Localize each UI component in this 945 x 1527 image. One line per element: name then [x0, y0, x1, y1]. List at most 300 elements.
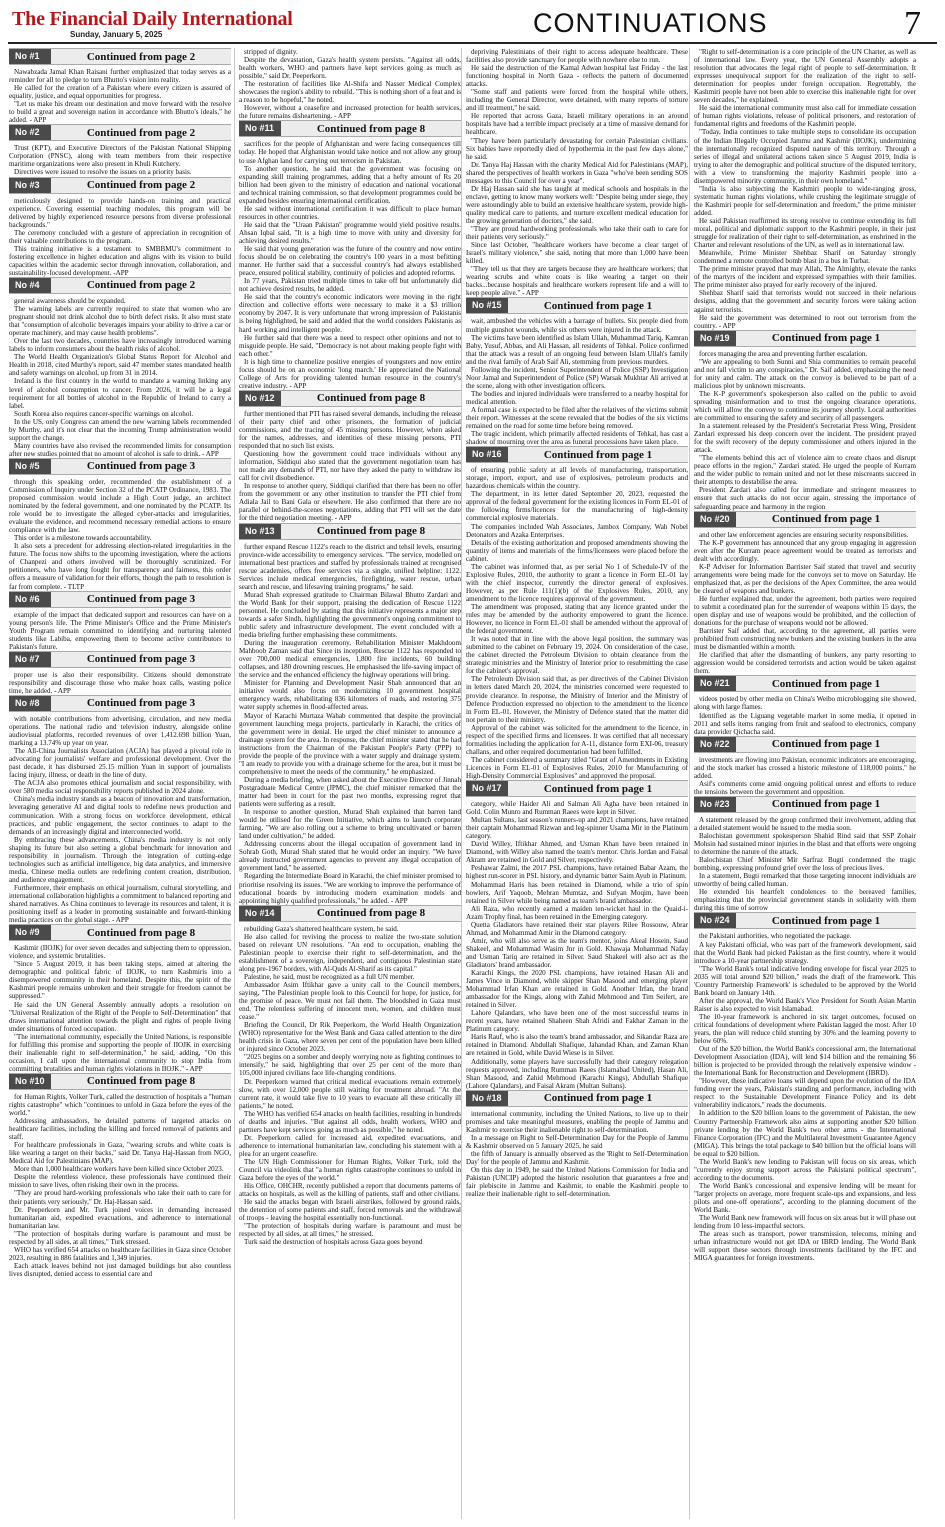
- paragraph: videos posted by other media on China's Weibo microblogging site showed, along with large flames.: [694, 695, 916, 712]
- continuation-article: [466, 297, 688, 446]
- paragraph: He said that young generation was the future of the country and now entire focus should be on celebrating the country's 100 years in a most befitting manner. He further said that a successful country's had always established peace, ensured political stability, continuity of policies and adopted reforms.: [239, 245, 461, 278]
- paragraph: Out of the $20 billion, the World Bank's concessional arm, the International Development Association (IDA), will lend $14 billion and the remaining $6 billion is projected to be provided through the relatively expensive window - the International Bank for Reconstruction and Development (IBRD).: [694, 1045, 916, 1078]
- paragraph: He said the international community must also call for immediate cessation of human rights violations, release of political prisoners, and restoration of fundamental rights and freedoms of the Kashmiri people.: [694, 104, 916, 129]
- column-4: [694, 48, 916, 1521]
- paragraph: of ensuring public safety at all levels of manufacturing, transportation, storage, import, export, and use of explosives, petroleum products and hazardous chemicals within the country.: [466, 466, 688, 491]
- paragraph: In a statement released by the President's Secretariat Press Wing, President Zardari expressed his deep concern over the incident. The president prayed for the swift recovery of the deputy commissioner and others injured in the attack.: [694, 422, 916, 455]
- continued-from-label: Continued from page 8: [316, 392, 426, 405]
- continued-from-label: Continued from page 3: [86, 593, 196, 606]
- article-body: [9, 1093, 231, 1278]
- paragraph: Nawabzada Jamal Khan Raisani further emphasized that today serves as a reminder for all to pledge to turn Bhutto's vision into reality.: [9, 68, 231, 85]
- column-divider: [461, 48, 462, 1519]
- continuation-article: [9, 277, 231, 458]
- paragraph: Mayor of Karachi Murtaza Wahab commented that despite the provincial government launching mega projects, particularly in Karachi, the critics of the government were in denial. He urged the chief minister to announce a drainage system for the area. In response, the chief minister stated that he had instructions from the Chairman of the Pakistan People's Party (PPP) to provide the people of the province with a water supply and drainage system. "I am ready to provide you with a drainage scheme for the area, but it must be comprehensive to meet the needs of the community," he emphasized.: [239, 711, 461, 776]
- article-number-badge: No #9: [9, 925, 51, 940]
- paragraph: The ceremony concluded with a gesture of appreciation in recognition of their valuable contributions to the program.: [9, 228, 231, 245]
- article-number-badge: No #13: [239, 524, 281, 539]
- paragraph: It is high time to channelize positive energies of youngsters and now entire focus should be on an economic 'long march.' He appreciated the National College of Arts for providing talented human resource in the country's creative industry. - APP: [239, 357, 461, 390]
- continued-from-label: Continued from page 1: [771, 914, 881, 927]
- paragraph: Despite the relentless violence, these professionals have continued their mission to save lives, often risking their own in the process.: [9, 1173, 231, 1190]
- article-number-badge: No #24: [694, 913, 736, 928]
- article-body: [9, 944, 231, 1073]
- article-number-badge: No #5: [9, 459, 51, 474]
- continued-from-label: Continued from page 3: [86, 460, 196, 473]
- paragraph: Despite the devastation, Gaza's health system persists. "Against all odds, health workers, WHO and partners have kept services going as much as possible," said Dr. Peeperkorn.: [239, 56, 461, 81]
- article-body: [9, 611, 231, 651]
- paragraph: His Office, OHCHR, recently published a report that documents patterns of attacks on hospitals, as well as the killing of patients, staff and other civilians.: [239, 1182, 461, 1199]
- continuation-header: [9, 177, 231, 194]
- paragraph: Dr. Peeperkorn warned that critical medical evacuations remain extremely slow, with over 12,000 people still waiting for treatment abroad. "At the current rate, it would take five to 10 years to evacuate all these critically ill patients," he noted.: [239, 1077, 461, 1110]
- paragraph: Approval of the cabinet was solicited for the amendment to the licence, in respect of the specified firms and licensees. It was certified that all necessary formalities including the application for A-11, distance form EXI-06, treasury challans, and other required documentation had been fulfilled.: [466, 723, 688, 756]
- paragraph: This order is a milestone towards accountability.: [14, 534, 152, 543]
- paragraph: The WHO has verified 654 attacks on health facilities, resulting in hundreds of deaths and injuries. "But against all odds, health workers, WHO and partners have kept services going as much as possible," he noted.: [239, 1109, 461, 1134]
- paragraph: Turk said the destruction of hospitals across Gaza goes beyond: [244, 1238, 423, 1247]
- continuation-article: [694, 736, 916, 796]
- paragraph: In response to another question, Murad Shah explained that barren land would be utilised for the Green Initiative, which aims to launch corporate farming. "We are also rolling out a scheme to bring uncultivated or barren land under cultivation," he added.: [239, 808, 461, 841]
- continued-from-label: Continued from page 2: [86, 126, 196, 139]
- continuation-header: [466, 446, 688, 463]
- paragraph: The amendment was proposed, stating that any licence granted under the rules may be amended by the authority empowered to grant the licence. However, no licence in Form EL-01 shall be amended without the approval of the federal government.: [466, 603, 688, 636]
- paragraph: Multan Sultans, last season's runners-up and 2021 champions, have retained their captain Mohammad Rizwan and leg-spinner Usama Mir in the Platinum category.: [466, 816, 688, 841]
- paragraph: "India is also subjecting the Kashmiri people to wide-ranging gross, systematic human rights violations, while crushing the legitimate struggle of the Kashmiri people for self-determination and freedom," the prime minister added.: [694, 184, 916, 217]
- paragraph: WHO has verified 654 attacks on healthcare facilities in Gaza since October 2023, resulting in 886 fatalities and 1,349 injuries.: [9, 1245, 231, 1262]
- continuation-header: [9, 651, 231, 668]
- continuation-header: [694, 736, 916, 753]
- paragraph: South Korea also requires cancer-specific warnings on alcohol.: [14, 409, 194, 418]
- article-body: [694, 531, 916, 676]
- continued-from-label: Continued from page 3: [86, 653, 196, 666]
- paragraph: "However, these indicative loans will depend upon the evolution of the IDA funding over the years, Pakistan's standing and performance, including with respect to the Sustainable Development Finance Policy and its debt vulnerability indicators," reads the documents.: [694, 1077, 916, 1110]
- paragraph: Murad Shah expressed gratitude to Chairman Bilawal Bhutto Zardari and the World Bank for their support, praising the dedication of Rescue 1122 personnel. He concluded by stating that this initiative represents a major step towards a safer Sindh, highlighting the government's ongoing commitment to public safety and infrastructure development. The event concluded with a media briefing further emphasising these commitments.: [239, 590, 461, 640]
- paragraph: through this speaking order, recommended the establishment of a Commission of Inquiry under Section 32 of the PCATP Ordinance, 1983. The proposed commission would include a High Court judge, an architect nominated by the federal government, and one nominated by the PCATP. Its role would be to investigate the alleged cyber-attacks and irregularities, evaluate the evidence, and recommend necessary remedial actions to ensure compliance with the law.: [9, 477, 231, 535]
- paragraph: Identified as the Liguang vegetable market in some media, it opened in 2011 and sells items ranging from fruit and seafood to electronics, company data provider Qichacha said.: [694, 711, 916, 736]
- continued-from-label: Continued from page 1: [771, 798, 881, 811]
- paragraph: Dr Haj Hassan said she has taught at medical schools and hospitals in the enclave, getting to know many workers well: "Despite being under siege, they were astoundingly able to build an extensive healthcare system, provide high-quality medical care to patients, and nurture excellent medical education for the growing generation of doctors," she said.: [466, 184, 688, 225]
- article-number-badge: No #2: [9, 125, 51, 140]
- article-number-badge: No #20: [694, 512, 736, 527]
- article-number-badge: No #18: [466, 1091, 508, 1106]
- paragraph: further expand Rescue 1122's reach to the district and tehsil levels, ensuring province-wide accessibility to emergency services. "The service, modelled on international best practices and staffed by professionals trained at recognised rescue academies, offers free services via a single, unified helpline: 1122. Services include medical emergencies, firefighting, water rescue, urban search and rescue, and lifesaving training programs," he said.: [239, 542, 461, 591]
- article-number-badge: No #4: [9, 278, 51, 293]
- article-body: [239, 543, 461, 905]
- article-body: [466, 466, 688, 780]
- paragraph: He clarified that after the dismantling of bunkers, any party resorting to aggression would be considered terrorists and action would be taken against them.: [694, 651, 916, 676]
- article-number-badge: No #3: [9, 178, 51, 193]
- paragraph: "Right to self-determination is a core principle of the UN Charter, as well as of international law. Every year, the UN General Assembly adopts a resolution that advocates the legal right of people to self-determination. It expresses unequivocal support for the realization of the right to self-determination for peoples under foreign occupation. Regrettably, the Kashmiri people have not been able to exercise this inalienable right for over seven decades," he explained.: [694, 48, 916, 105]
- paragraph: Karachi Kings, the 2020 PSL champions, have retained Hasan Ali and James Vince in Diamond, while skipper Shan Masood and emerging player Mohammad Irfan Khan are retained in Gold. Another Irfan, the brand ambassador for the Kings, along with Zahid Mehmood and Tim Seifert, are retained in Silver.: [466, 969, 688, 1010]
- paragraph: "They tell us that they are targets because they are healthcare workers; that wearing scrubs and white coats is like wearing a target on their backs...because hospitals and healthcare workers represent life and a will to keep people alive." - APP: [466, 265, 688, 298]
- continuation-article: [239, 120, 461, 389]
- paragraph: He called for the creation of a Pakistan where every citizen is assured of equality, justice, and equal opportunities for progress.: [9, 84, 231, 101]
- paragraph: Regarding the Intermediate Board in Karachi, the chief minister promised to prioritise resolving its issues. "We are working to improve the performance of educational boards by introducing modern examination models and appointing highly qualified professionals," he added. - APP: [239, 872, 461, 905]
- section-title: CONTINUATIONS: [533, 8, 768, 38]
- paragraph: example of the impact that dedicated support and resources can have on a young person's life. The Prime Minister's Office and the Prime Minister's Youth Program remain committed to identifying and nurturing talented students like Labiba, empowering them to become active contributors to Pakistan's future.: [9, 610, 231, 651]
- paragraph: In the US, only Congress can amend the new warning labels recommended by Murthy, and it's not clear that the incoming Trump administration would support the change.: [9, 417, 231, 442]
- paragraph: Details of the existing authorization and proposed amendments showing the quantity of items and materials of the firms/licensees were placed before the cabinet.: [466, 538, 688, 563]
- continuation-article: [9, 177, 231, 277]
- paragraph: K-P Adviser for Information Barrister Saif stated that travel and security arrangements were being made for the convoys set to move on Saturday. He emphasized that, as per the decisions of the Apex Committee, the area would be cleared of weapons and bunkers.: [694, 562, 916, 595]
- paragraph: "Let us make his dream our destination and move forward with the resolve to build a great and sovereign nation in accordance with Bhutto's ideals," he added. - APP: [9, 100, 231, 125]
- paragraph: He said the destruction of the Kamal Adwan hospital last Friday - the last functioning hospital in North Gaza - reflects the pattern of documented attacks.: [466, 64, 688, 89]
- continuation-article: [9, 458, 231, 591]
- paragraph: Dr. Tanya Haj Hassan with the charity Medical Aid for Palestinians (MAP), shared the perspectives of health workers in Gaza "who've been sending SOS messages to this Council for over a year".: [466, 160, 688, 185]
- paragraph: Ireland is the first country in the world to mandate a warning linking any level of alcohol consumption to cancer. From 2026, it will be a legal requirement for all bottles of alcohol in the Republic of Ireland to carry a label.: [9, 377, 231, 410]
- paragraph: The All-China Journalists Association (ACJA) has played a pivotal role in advocating for journalists' welfare and professional development. Over the past decade, it has disbursed 25.15 million Yuan in support of journalists facing injury, illness, or death in the line of duty.: [9, 747, 231, 780]
- paragraph: The 10-year framework is anchored in six target outcomes, focused on critical foundations of development where Pakistan lagged the most. After 10 years, the plan will reduce child stunting by 30% and the learning poverty to below 60%.: [694, 1012, 916, 1046]
- article-number-badge: No #6: [9, 592, 51, 607]
- continuation-article: [466, 446, 688, 780]
- paragraph: international community, including the United Nations, to live up to their promises and take meaningful measures, enabling the people of Jammu and Kashmir to exercise their inalienable right to self-determination.: [466, 1109, 688, 1134]
- article-number-badge: No #17: [466, 781, 508, 796]
- paragraph: In addition to the $20 billion loans to the government of Pakistan, the new Country Partnership Framework also aims at supporting another $20 billion private lending by the World Bank's two other arms - the International Finance Corporation (IFC) and the Multilateral Investment Guarantee Agency (MIGA). This brings the total package to $40 billion but the official loans will be equal to $20 billion.: [694, 1109, 916, 1158]
- article-body: [9, 478, 231, 591]
- paragraph: Many countries have also revised the recommended limits for consumption after new studies pointed that no amount of alcohol is safe to drink. - APP: [9, 441, 231, 458]
- continuation-header: [9, 124, 231, 141]
- paragraph: A key Pakistani official, who was part of the framework development, said that the World Bank had picked Pakistan as the first country, where it would introduce a 10-year partnership strategy.: [694, 940, 916, 965]
- paragraph: A statement released by the group confirmed their involvement, adding that a detailed statement would be issued to the media soon.: [694, 815, 916, 832]
- paragraph: Peshawar Zalmi, the 2017 PSL champions, have retained Babar Azam, the highest run-scorer in PSL history, and dynamic batter Saim Ayub in Platinum.: [466, 864, 688, 881]
- paragraph: He said Pakistan reaffirmed its strong resolve to continue extending its full moral, political and diplomatic support to the Kashmiri people, in their just struggle for realization of their right to self-determination, as enshrined in the Charter and relevant resolutions of the UN, as well as in international law.: [694, 216, 916, 250]
- newspaper-title: The Financial Daily International: [12, 8, 293, 30]
- continuation-header: [239, 120, 461, 137]
- continuation-article: [466, 1090, 688, 1199]
- paragraph: In a statement, Bugti remarked that those targeting innocent individuals are unworthy of being called human.: [694, 872, 916, 889]
- paragraph: He reported that across Gaza, Israeli military operations in an around hospitals have had a terrible impact precisely at a time of massive demand for healthcare.: [466, 112, 688, 137]
- continued-from-label: Continued from page 8: [316, 525, 426, 538]
- continued-from-label: Continued from page 1: [771, 332, 881, 345]
- article-body: [239, 410, 461, 523]
- paragraph: Haris Rauf, who is also the team's brand ambassador, and Sikandar Raza are retained in Diamond. Abdullah Shafique, Jahandad Khan, and Zaman Khan are retained in Gold, while David Wiese is in Silver.: [466, 1033, 688, 1058]
- continuation-header: [466, 1090, 688, 1107]
- continuation-header: [9, 924, 231, 941]
- paragraph: The World Bank's concessional and expensive lending will be meant for "larger projects on average, more frequent scale-ups and expansions, and less pilots and one-off operations", according to the planning document of the World Bank.: [694, 1181, 916, 1215]
- article-body: [694, 932, 916, 1262]
- paragraph: The cabinet was informed that, as per serial No 1 of Schedule-IV of the Explosive Rules, 2010, the authority to grant a licence in Form EL-01 lay with the chief inspector, currently the director general of explosives. However, as per Rule 111(1)(b) of the Explosives Rules, 2010, any amendment to the licence requires approval of the government.: [466, 562, 688, 603]
- article-body: [9, 144, 231, 176]
- continuation-article: [694, 511, 916, 676]
- paragraph: It was noted that in line with the above legal position, the summary was submitted to the cabinet on February 19, 2024. On consideration of the case, the cabinet directed the Petroleum Division to obtain clearance from the strategic ministries and the Ministry of Interior prior to resubmitting the case for the cabinet's approval.: [466, 635, 688, 676]
- paragraph: depriving Palestinians of their right to access adequate healthcare. These facilities also provide sanctuary for people with nowhere else to run.: [466, 48, 688, 65]
- paragraph: The warning labels are currently required to state that women who are pregnant should not drink alcohol due to birth defect risks. It also must state that "consumption of alcoholic beverages impairs your ability to drive a car or operate machinery, and may cause health problems".: [9, 305, 231, 338]
- continued-from-label: Continued from page 2: [86, 279, 196, 292]
- column-1: [9, 48, 231, 1521]
- continuation-header: [694, 511, 916, 528]
- article-body: [9, 671, 231, 695]
- continuation-article: [694, 675, 916, 735]
- article-body: [694, 48, 916, 330]
- paragraph: However, without a ceasefire and increased protection for health services, the future remains disheartening. - APP: [239, 104, 461, 121]
- continued-from-label: Continued from page 1: [543, 1092, 653, 1105]
- article-body: [9, 68, 231, 124]
- article-number-badge: No #22: [694, 737, 736, 752]
- article-number-badge: No #15: [466, 298, 508, 313]
- continuation-header: [239, 390, 461, 407]
- article-body: [694, 816, 916, 913]
- paragraph: "2025 begins on a somber and deeply worrying note as fighting continues to intensify," he said, highlighting that over 25 per cent of the more than 105,000 injured civilians face life-changing conditions.: [239, 1053, 461, 1078]
- paragraph: A formal case is expected to be filed after the relatives of the victims submit their report. Witnesses at the scene revealed that the bodies of the six victims remained on the road for some time before being removed.: [466, 405, 688, 431]
- masthead: [8, 6, 937, 44]
- continuation-article: [9, 1073, 231, 1278]
- continuation-header: [9, 458, 231, 475]
- paragraph: Over the last two decades, countries have increasingly introduced warning labels to inform consumers about the health risks of alcohol.: [9, 337, 231, 354]
- continuation-header: [694, 675, 916, 692]
- article-number-badge: No #11: [239, 121, 281, 136]
- paragraph: President Zardari also called for immediate and stringent measures to ensure that such attacks do not occur again, stressing the importance of safeguarding peace and harmony in the region: [694, 486, 916, 511]
- continuation-header: [694, 912, 916, 929]
- paragraph: Directives were issued to resolve the issues on a priority basis.: [14, 168, 192, 177]
- continuation-article: [694, 796, 916, 913]
- continuation-header: [466, 780, 688, 797]
- paragraph: "Today, India continues to take multiple steps to consolidate its occupation of the Indian Illegally Occupied Jammu and Kashmir (IIOJK), undermining the internationally recognized disputed nature of this territory. Through a series of illegal and unilateral actions taken since 5 August 2019, India is trying to alter the demographic and political structure of the disputed territory, with a view to transforming the majority Kashmiri people into a disempowered minority community, in their own homeland.": [694, 128, 916, 185]
- paragraph: The bodies and injured individuals were transferred to a nearby hospital for medical attention.: [466, 389, 688, 406]
- continuation-header: [239, 905, 461, 922]
- continuation-article: [239, 48, 461, 120]
- paragraph: It also sets a precedent for addressing election-related irregularities in the future. The focus now shifts to the upcoming investigation, where the actions of Chanpezi and others involved will be thoroughly scrutinized. For petitioners, who have long fought for transparency and fairness, this order offers a measure of validation for their efforts, though the path to resolution is far from complete. - TLTP: [9, 542, 231, 591]
- paragraph: The World Bank new framework will focus on six areas but it will phase out lending from 10 less-impactful sectors.: [694, 1214, 916, 1231]
- paragraph: The tragic incident, which primarily affected residents of Tehkal, has cast a shadow of mourning over the area as funeral processions have taken place.: [466, 430, 688, 447]
- paragraph: "The international community, especially the United Nations, is responsible for fulfilling this promise and supporting the people of IIOJK in exercising their inalienable right to self-determination," he said, adding, "On this occasion, I call upon the international community to stop India from committing brutalities and human rights violations in IIOJK." - APP: [9, 1032, 231, 1073]
- paragraph: Shehbaz Sharif said that terrorists would not succeed in their nefarious designs, adding that the government and security forces were taking action against terrorists.: [694, 289, 916, 314]
- continued-from-label: Continued from page 8: [86, 926, 196, 939]
- paragraph: stripped of dignity.: [244, 48, 298, 56]
- paragraph: "Some staff and patients were forced from the hospital while others, including the General Director, were detained, with many reports of torture and ill treatment," he said.: [466, 88, 688, 113]
- paragraph: The World Health Organization's Global Status Report for Alcohol and Health in 2018, cited Murthy's report, said 47 member states mandated health and safety warnings on alcohol, up from 31 in 2014.: [9, 353, 231, 378]
- article-body: [9, 297, 231, 458]
- paragraph: The prime minister prayed that may Allah, The Almighty, elevate the ranks of the martyrs of the incident and expressed sympathies with their families. The prime minister also prayed for early recovery of the injured.: [694, 265, 916, 290]
- paragraph: Questioning how the government could trace individuals without any information, Siddiqui also stated that the government negotiation team has not made any demands of PTI, nor have they asked the party to withdraw its call for civil disobedience.: [239, 450, 461, 483]
- article-body: [694, 756, 916, 796]
- paragraph: Dr. Peeperkorn and Mr. Turk joined voices in demanding increased humanitarian aid, expedited evacuations, and adherence to international humanitarian law.: [9, 1205, 231, 1230]
- paragraph: Following the incident, Senior Superintendent of Police (SSP) Investigation Noor Jamal and Superintendent of Police (SP) Warsak Mukhtar Ali arrived at the scene, along with other investigation officers.: [466, 365, 688, 390]
- paragraph: Lahore Qalandars, who have been one of the most successful teams in recent years, have retained Shaheen Shah Afridi and Fakhar Zaman in the Platinum category.: [466, 1009, 688, 1034]
- continuation-header: [9, 48, 231, 65]
- paragraph: Asif's comments come amid ongoing political unrest and efforts to reduce the tensions between the government and opposition.: [694, 779, 916, 796]
- continuation-article: [694, 330, 916, 511]
- continued-from-label: Continued from page 3: [86, 697, 196, 710]
- paragraph: "We are appealing to both Sunni and Shia communities to remain peaceful and not fall victim to any conspiracies," Dr. Saif added, emphasizing the need for unity and calm. The attack on the convoy is believed to be part of a malicious plot by unknown miscreants.: [694, 357, 916, 390]
- paragraph: He said that the country's economic indicators were moving in the right direction and collective efforts were necessary to make it a $3 trillion economy by 2047. It is very unfortunate that wrong impression of Pakistanis is being highlighted, he said and added that the world considers Pakistanis as hard working and intelligent people.: [239, 293, 461, 334]
- article-number-badge: No #19: [694, 331, 736, 346]
- paragraph: The cabinet considered a summary titled "Grant of Amendments in Existing Licences in Form EL-01 of Explosives Rules, 2010 for Manufacturing of High-Density Commercial Explosives" and approved the proposal.: [466, 755, 688, 780]
- article-number-badge: No #7: [9, 652, 51, 667]
- continuation-article: [9, 591, 231, 651]
- article-number-badge: No #16: [466, 447, 508, 462]
- paragraph: During a media briefing, when asked about the Executive Director of Jinnah Postgraduate Medical Centre (JPMC), the chief minister remarked that the matter had been in court for the past two months, expressing regret that patients were suffering as a result.: [239, 775, 461, 809]
- article-body: [694, 695, 916, 735]
- article-number-badge: No #14: [239, 906, 281, 921]
- continuation-header: [9, 591, 231, 608]
- paragraph: Meanwhile, Prime Minister Shehbaz Sharif on Saturday strongly condemned a remote controlled bomb blast in a bus in Turbat.: [694, 249, 916, 266]
- article-body: [239, 925, 461, 1247]
- paragraph: Quetta Gladiators have retained their star players Rilee Rossouw, Abrar Ahmad, and Mohammad Amir in the Diamond category.: [466, 920, 688, 937]
- paragraph: meticulously designed to provide hands-on training and practical experience. Covering essential teaching modules, this program will be delivered by highly experienced resource persons from diverse professional backgrounds.": [9, 196, 231, 229]
- paragraph: Since last October, "healthcare workers have become a clear target of Israel's military violence," she said, noting that more than 1,000 have been killed.: [466, 241, 688, 266]
- continuation-article: [239, 905, 461, 1247]
- paragraph: This training initiative is a testament to SMBBMU's commitment to fostering excellence in higher education and aligns with its vision to build capacities within the academic sector through innovation, collaboration, and sustainability-focused development. -APP: [9, 244, 231, 277]
- paragraph: the fifth of January is annually observed as the 'Right to Self-Determination Day' for the people of Jammu and Kashmir.: [466, 1149, 688, 1166]
- article-body: [9, 715, 231, 924]
- continuation-header: [9, 1073, 231, 1090]
- article-number-badge: No #21: [694, 676, 736, 691]
- paragraph: Trust (KPT), and Executive Directors of the Pakistan National Shipping Corporation (PNSC), along with team members from their respective maritime organizations were also present in Khuli Kutchery.: [9, 144, 231, 169]
- article-body: [239, 140, 461, 389]
- paragraph: Ali Raza, who recently earned a maiden ten-wicket haul in the Quaid-i-Azam Trophy final, has been retained in the Emerging category.: [466, 904, 688, 921]
- paragraph: In response to another query, Siddiqui clarified that there has been no offer from the government or any other institution to transfer the PTI chief from Adiala Jail to Bani Gala or elsewhere. He also confirmed that there are no parallel or behind-the-scenes negotiations, adding that PTI will set the date for the third negotiation meeting. - APP: [239, 482, 461, 523]
- continued-from-label: Continued from page 1: [543, 299, 653, 312]
- article-number-badge: No #23: [694, 797, 736, 812]
- article-number-badge: No #1: [9, 49, 51, 64]
- paragraph: with notable contributions from advertising, circulation, and new media operations. The national radio and television industry, alongside online audiovisual platforms, recorded revenues of over 1,412.698 billion Yuan, marking a 13.74% up year on year.: [9, 714, 231, 748]
- paragraph: forces managing the area and preventing further escalation.: [699, 349, 868, 358]
- paragraph: He further said that there was a need to respect other opinions and not to misguide people. He said, "Democracy is not about making people fight with each other.": [239, 333, 461, 358]
- paragraph: The K-P government's spokesperson also called on the public to avoid spreading misinformation and to trust the ongoing clearance operations, which will allow the convoy to continue its journey shortly. Local authorities are committed to ensuring the safety and security of all passengers.: [694, 389, 916, 423]
- continuation-article: [239, 523, 461, 905]
- article-body: [466, 1110, 688, 1199]
- paragraph: Briefing the Council, Dr Rik Peeperkorn, the World Health Organization (WHO) representative for the West Bank and Gaza called attention to the dire health crisis in Gaza, where seven per cent of the population have been killed or injured since October 2023.: [239, 1021, 461, 1054]
- continued-from-label: Continued from page 1: [543, 448, 653, 461]
- paragraph: Dr. Peeperkorn called for increased aid, expedited evacuations, and adherence to international humanitarian law, concluding his statement with a plea for an urgent ceasefire.: [239, 1133, 461, 1158]
- paragraph: "The protection of hospitals during warfare is paramount and must be respected by all sides, at all times," Turk stressed.: [9, 1229, 231, 1246]
- continuation-article: [694, 48, 916, 330]
- continued-from-label: Continued from page 8: [86, 1075, 196, 1088]
- paragraph: Balochistan Chief Minister Mir Sarfraz Bugti condemned the tragic bombing, expressing profound grief over the loss of precious lives.: [694, 856, 916, 873]
- paragraph: He said the government was determined to root out terrorism from the country. - APP: [694, 313, 916, 330]
- paragraph: For healthcare professionals in Gaza, "wearing scrubs and white coats is like wearing a target on their backs," said Dr. Tanya Haj-Hassan from NGO, Medical Aid for Palestinians (MAP).: [9, 1141, 231, 1166]
- article-body: [466, 800, 688, 1090]
- issue-date: Sunday, January 5, 2025: [70, 30, 163, 39]
- paragraph: By embracing these advancements, China's media industry is not only shaping its future but also setting a global benchmark for innovation and responsibility in journalism. Through the integration of cutting-edge technologies such as artificial intelligence, big data analytics, and immersive media, Chinese media outlets are redefining content creation, distribution, and audience engagement.: [9, 835, 231, 884]
- paragraph: wait, ambushed the vehicles with a barrage of bullets. Six people died from multiple gunshot wounds, while six others were injured in the attack.: [466, 317, 688, 334]
- paragraph: Additionally, some players have successfully had their category relegation requests approved, including Rumman Raees (Islamabad United), Hasan Ali, Shan Masood, and Zahid Mehmood (Karachi Kings), Abdullah Shafique (Lahore Qalandars), and Faisal Akram (Multan Sultans).: [466, 1057, 688, 1090]
- paragraph: He also called for reviving the process to realize the two-state solution based on relevant UN resolutions. "An end to occupation, enabling the Palestinian people to exercise their right to self-determination, and the establishment of a sovereign, independent, and contiguous Palestinian state along pre-1967 borders, with Al-Quds Al-Sharif as its capital.": [239, 932, 461, 973]
- continuation-header: [239, 523, 461, 540]
- paragraph: Palestine, he said, must be recognized as a full UN member.: [244, 972, 415, 981]
- paragraph: He said the UN General Assembly annually adopts a resolution on "Universal Realization of the Right of the People to Self-Determination" that draws international attention towards the plight and rights of people living under situations of forced occupation.: [9, 1000, 231, 1033]
- paragraph: He extended his heartfelt condolences to the bereaved families, emphasizing that the provincial government stands in solidarity with them during this time of sorrow: [694, 888, 916, 913]
- article-body: [694, 350, 916, 511]
- paragraph: rebuilding Gaza's shattered healthcare system, he said.: [244, 924, 399, 933]
- paragraph: Each attack leaves behind not just damaged buildings but also countless lives disrupted, denied access to essential care and: [9, 1261, 231, 1278]
- column-divider: [689, 48, 690, 1519]
- article-body: [9, 197, 231, 277]
- continued-from-label: Continued from page 8: [316, 122, 426, 135]
- continued-from-label: Continued from page 1: [771, 513, 881, 526]
- continued-from-label: Continued from page 8: [316, 907, 426, 920]
- continued-from-label: Continued from page 1: [771, 738, 881, 751]
- paragraph: The UN High Commissioner for Human Rights, Volker Turk, told the Council via videolink that "a human rights catastrophe continues to unfold in Gaza before the eyes of the world.": [239, 1158, 461, 1183]
- paragraph: "The World Bank's total indicative lending envelope for fiscal year 2025 to 2035 will total around $20 billion," reads the draft of the framework. This 'Country Partnership Framework' is scheduled to be approved by the World Bank board on January 14th.: [694, 964, 916, 997]
- paragraph: Minister for Planning and Development Nasir Shah announced that an initiative would also focus on modernizing 10 government hospital emergency wards, rehabilitating 836 kilometers of roads, and restoring 375 water supply schemes in flood-affected areas.: [239, 679, 461, 712]
- continued-from-label: Continued from page 1: [543, 782, 653, 795]
- paragraph: "The elements behind this act of violence aim to create chaos and disrupt peace efforts in the region," Zardari stated. He urged the people of Kurram and the wider public to remain united and not let these miscreants succeed in their attempts to destabilise the area.: [694, 454, 916, 487]
- paragraph: and other law enforcement agencies are ensuring security responsibilities.: [699, 530, 909, 539]
- paragraph: He further explained that, under the agreement, both parties were required to submit a coordinated plan for the surrender of weapons within 15 days, the open display and use of weapons would be prohibited, and the collection of donations for the purchase of weapons would not be allowed.: [694, 594, 916, 628]
- paragraph: Barrister Saif added that, according to the agreement, all parties were prohibited from constructing new bunkers and the existing bunkers in the area must be dismantled within a month.: [694, 627, 916, 652]
- paragraph: proper use is also their responsibility. Citizens should demonstrate responsibility and discourage those who make hoax calls, wasting police time, he added. - APP: [9, 670, 231, 695]
- paragraph: "Since 5 August 2019, it has been taking steps, aimed at altering the demographic and political fabric of IIOJK, to turn Kashmiris into a disempowered community in their homeland. Despite this, the spirit of the Kashmiri people remains unbroken and their struggle for freedom cannot be suppressed.": [9, 960, 231, 1001]
- paragraph: China's media industry stands as a beacon of innovation and transformation, leveraging generative AI and digital tools to redefine news production and communication. With a strong focus on workforce development, ethical practices, and public engagement, the sector continues to adapt to the demands of an increasingly digital and interconnected world.: [9, 795, 231, 836]
- paragraph: general awareness should be expanded.: [14, 296, 126, 305]
- article-body: [239, 48, 461, 120]
- paragraph: Mohammad Haris has been retained in Diamond, while a trio of spin bowlers, Arif Yaqoob, Mehran Mumtaz, and Sufyan Moqim, have been retained in Silver while being named as team's brand ambassador.: [466, 880, 688, 905]
- paragraph: Addressing concerns about the illegal occupation of government land in Sohrab Goth, Murad Shah stated that he would order an inquiry. "We have already instructed government agencies to prevent any illegal occupation of government land," he asserted.: [239, 840, 461, 873]
- paragraph: The department, in its letter dated September 20, 2023, requested the approval of the federal government for the existing licences in Form EL-01 of the following firms/licences for the manufacturing of high-density commercial explosive materials.: [466, 490, 688, 523]
- continuation-article: [9, 48, 231, 124]
- paragraph: category, while Haider Ali and Salman Ali Agha have been retained in Gold. Colin Munro and Rumman Raees were kept in Silver.: [466, 800, 688, 817]
- continuation-article: [9, 695, 231, 924]
- paragraph: the Pakistani authorities, who negotiated the package.: [699, 932, 852, 941]
- continuation-article: [466, 48, 688, 297]
- continuation-header: [466, 297, 688, 314]
- continued-from-label: Continued from page 2: [86, 179, 196, 192]
- paragraph: During the inauguration ceremony, Rehabilitation Minister Makhdoom Mahboob Zaman said that Since its inception, Rescue 1122 has responded to over 700,000 medical emergencies, 1,800 fire incidents, 60 building collapses, and 180 drowning rescues. He emphasised the life-saving impact of the service and the enhanced efficiency the highway operations will bring.: [239, 639, 461, 680]
- paragraph: "The protection of hospitals during warfare is paramount and must be respected by all sides, at all times," he stressed.: [239, 1222, 461, 1239]
- paragraph: The victims have been identified as Islam Ullah, Muhammad Tariq, Kamran Baby, Yusuf, Abbas, and Ali Hassan, all residents of Tehkal. Police confirmed that the attack was a result of an ongoing feud between Islam Ullah's family and the rival family of Arab Saif Ali, stemming from previous murders.: [466, 333, 688, 366]
- continuation-article: [694, 912, 916, 1262]
- continued-from-label: Continued from page 2: [86, 50, 196, 63]
- paragraph: Kashmir (IIOJK) for over seven decades and subjecting them to oppression, violence, and systemic brutalities.: [9, 944, 231, 961]
- paragraph: sacrifices for the people of Afghanistan and were facing consequences till today. He hoped that Afghanistan would take notice and not allow any group to use Afghan land for carrying out terrorism in Pakistan.: [239, 140, 461, 165]
- continuation-article: [466, 780, 688, 1090]
- paragraph: Furthermore, their emphasis on ethical journalism, cultural storytelling, and international collaboration highlights a commitment to balanced reporting and shared narratives. As China continues to leverage its resources and talent, it is positioning itself as a leader in promoting sustainable and forward-thinking media practices on the global stage. - APP: [9, 883, 231, 925]
- continuation-header: [9, 277, 231, 294]
- paragraph: He said without international certification it was difficult to place human resources in other countries.: [239, 204, 461, 221]
- continuation-article: [9, 124, 231, 176]
- continuation-header: [9, 695, 231, 712]
- column-2: [239, 48, 461, 1521]
- article-number-badge: No #12: [239, 391, 281, 406]
- paragraph: Amir, who will also serve as the team's mentor, joins Akeal Hosein, Saud Shakeel, and Mohammad Wasim Jnr in Gold. Khawaja Mohammad Nafay and Usman Tariq are retained in Silver. Saud Shakeel will also act as the Gladiators' brand ambassador.: [466, 936, 688, 969]
- continuation-article: [9, 924, 231, 1073]
- paragraph: "They have been particularly devastating for certain Palestinian civilians. Six babies have reportedly died of hypothermia in the past few days alone," he said.: [466, 136, 688, 161]
- column-3: [466, 48, 688, 1521]
- paragraph: Balochistan government spokesperson Shahid Rind said that SSP Zohair Mohsin had sustained minor injuries in the blast and that efforts were ongoing to determine the nature of the attack.: [694, 831, 916, 857]
- paragraph: The World Bank's new lending to Pakistan will focus on six areas, which "currently enjoy strong support across the Pakistani political spectrum", according to the documents.: [694, 1157, 916, 1182]
- paragraph: He said the attacks began with Israeli airstrikes, followed by ground raids, the detention of some patients and staff, forced removals and the withdrawal of troops - leaving the hospital essentially non-functional.: [239, 1198, 461, 1223]
- paragraph: "They are proud hard-working professionals who take their oath to care for their patients very seriously," Dr. Haj-Hassan said.: [9, 1189, 231, 1206]
- article-body: [466, 317, 688, 446]
- article-number-badge: No #10: [9, 1074, 51, 1089]
- paragraph: On this day in 1949, he said the United Nations Commission for India and Pakistan (UNCIP) adopted the historic resolution that guarantees a free and fair plebiscite in Jammu and Kashmir, to enable the Kashmiri people to realize their inalienable right to self-determination.: [466, 1166, 688, 1199]
- paragraph: further mentioned that PTI has raised several demands, including the release of their party chief and other prisoners, the formation of judicial commissions, and the tracing of 45 missing persons. However, when asked for the names, addresses, and identities of these missing persons, PTI responded that no such list exists.: [239, 409, 461, 451]
- continuation-header: [694, 796, 916, 813]
- paragraph: In 77 years, Pakistan tried multiple times to take off but unfortunately did not achieve desired results, he added.: [239, 277, 461, 294]
- paragraph: To another question, he said that the government was focusing on expanding skill training programmes, adding that a hefty amount of Rs 20 billion had been given to the ministry of education and national vocational and technical training commission, so that development programmes could be expanded besides ensuring international certification.: [239, 164, 461, 205]
- column-divider: [234, 48, 235, 1519]
- page-number: 7: [904, 5, 921, 42]
- paragraph: The Petroleum Division said that, as per directives of the Cabinet Division in letters dated March 20, 2024, the ministries concerned were requested to provide clearance. In response, the Ministry of Interior and the Ministry of Defence Production expressed no objection to the amendment to the licence in Form EL-01. However, the Ministry of Defence stated that the matter did not pertain to their ministry.: [466, 675, 688, 724]
- paragraph: The companies included Wah Associates, Jambox Company, Wah Nobel Detonators and Azaka Enterprises.: [466, 522, 688, 539]
- paragraph: In a message on Right to Self-Determination Day for the People of Jammu & Kashmir observed on 5 January 2025, he said: [466, 1133, 688, 1150]
- article-body: [466, 48, 688, 297]
- paragraph: investments are flowing into Pakistan, economic indicators are encouraging, and the stock market has crossed a historic milestone of 118,000 points," he added.: [694, 755, 916, 780]
- article-number-badge: No #8: [9, 696, 51, 711]
- paragraph: The areas such as transport, power transmission, telecoms, mining and urban infrastructure would not get IDA or IBRD lending. The World Bank will support these sectors through investments facilitated by the IFC and MIGA guarantees for foreign investments.: [694, 1230, 916, 1263]
- paragraph: Addressing ambassadors, he detailed patterns of targeted attacks on healthcare facilities, including the killing and forced removal of patients and staff.: [9, 1117, 231, 1142]
- paragraph: He said that the "Uraan Pakistan" programme would yield positive results. Ahsan Iqbal said, "It is a high time to move with unity and diversity for achieving desired results.": [239, 220, 461, 245]
- paragraph: for Human Rights, Volker Turk, called the destruction of hospitals a "human rights catastrophe" which "continues to unfold in Gaza before the eyes of the world.": [9, 1092, 231, 1118]
- paragraph: "They are proud hardworking professionals who take their oath to care for their patients very seriously.": [466, 225, 688, 242]
- continuation-article: [239, 390, 461, 523]
- paragraph: More than 1,000 healthcare workers have been killed since October 2023.: [14, 1165, 224, 1174]
- continuation-article: [9, 651, 231, 695]
- paragraph: The K-P government has announced that any group engaging in aggression even after the Kurram peace agreement would be treated as terrorists and dealt with accordingly.: [694, 538, 916, 563]
- paragraph: The restoration of facilities like Al-Shifa and Nasser Medical Complex showcases the region's ability to rebuild. "This is nothing short of a feat and is a reason to be hopeful," he noted.: [239, 80, 461, 105]
- paragraph: The ACJA also promotes ethical journalism and social responsibility, with over 580 media social responsibility reports published in 2024 alone.: [9, 779, 231, 796]
- continuation-header: [694, 330, 916, 347]
- paragraph: After the approval, the World Bank's Vice President for South Asian Martin Raiser is also expected to visit Islamabad.: [694, 996, 916, 1013]
- paragraph: David Willey, Iftikhar Ahmed, and Usman Khan have been retained in Diamond, with Willey also named the team's mentor. Chris Jordan and Faisal Akram are retained in Gold and Silver, respectively.: [466, 840, 688, 865]
